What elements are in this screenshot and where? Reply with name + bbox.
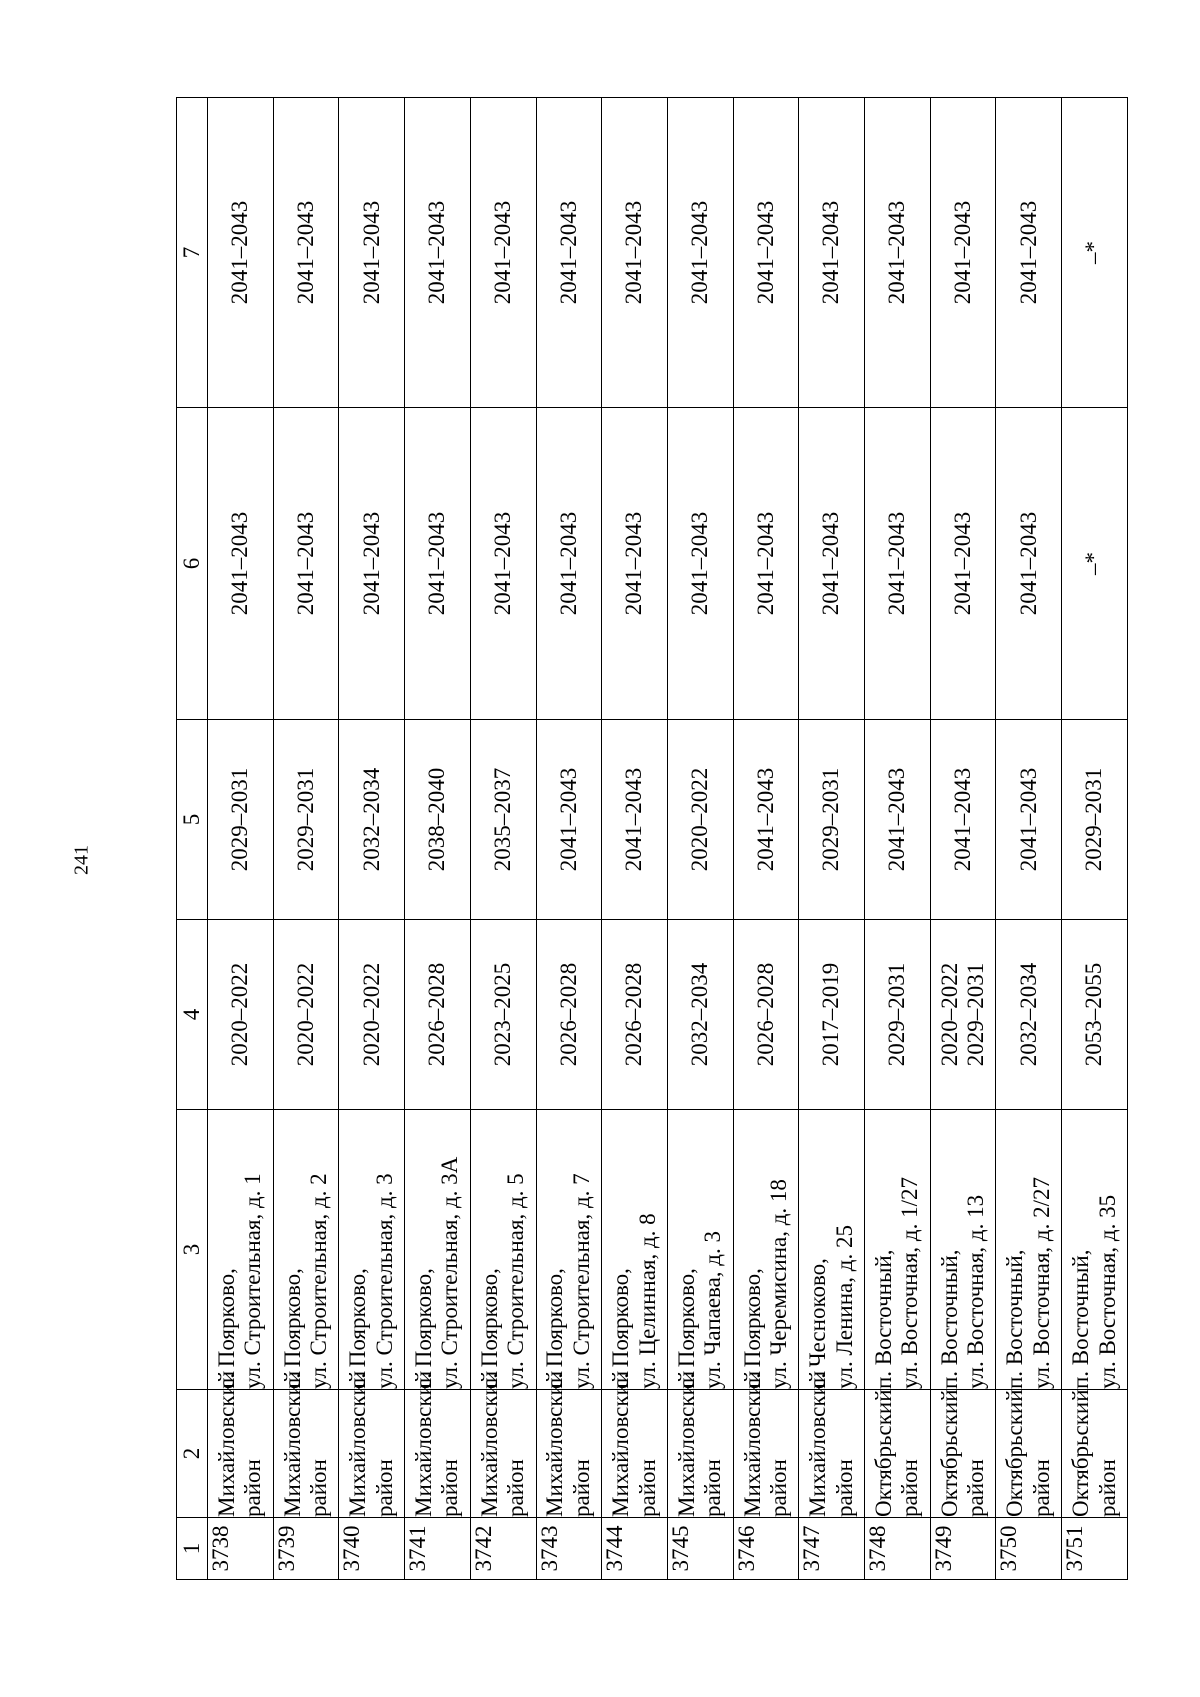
header-row bbox=[177, 98, 208, 1580]
district-cell bbox=[208, 1370, 274, 1518]
period-col4-cell-line: 2026–2028 bbox=[424, 962, 450, 1067]
district-cell bbox=[339, 1370, 405, 1518]
district-cell-line: Михайловский bbox=[345, 1370, 371, 1517]
period-col4-cell bbox=[930, 920, 996, 1110]
period-col6-cell: 2041–2043 bbox=[996, 408, 1062, 720]
district-cell bbox=[733, 1370, 799, 1518]
header-col-7: 7 bbox=[177, 98, 208, 408]
district-cell-line: район bbox=[700, 1459, 726, 1517]
period-col6-cell: 2041–2043 bbox=[405, 408, 471, 720]
address-cell-line: ул. Восточная, д. 2/27 bbox=[1028, 1177, 1054, 1389]
period-col7-cell: 2041–2043 bbox=[208, 98, 274, 408]
period-col4-cell-line: 2026–2028 bbox=[555, 962, 581, 1067]
period-col7-cell: 2041–2043 bbox=[667, 98, 733, 408]
period-col5-cell: 2041–2043 bbox=[602, 720, 668, 920]
table-row bbox=[733, 98, 799, 1580]
period-col4-cell bbox=[733, 920, 799, 1110]
period-col5-cell: 2038–2040 bbox=[405, 720, 471, 920]
address-cell-line: п. Восточный, bbox=[870, 1249, 896, 1389]
row-number-cell: 3738 bbox=[208, 1518, 274, 1580]
period-col5-cell: 2041–2043 bbox=[930, 720, 996, 920]
address-cell-line: с. Поярково, bbox=[476, 1268, 502, 1389]
table-row bbox=[799, 98, 865, 1580]
address-cell-line: ул. Строительная, д. 3А bbox=[437, 1156, 463, 1389]
period-col6-cell: 2041–2043 bbox=[208, 408, 274, 720]
district-cell-line: район bbox=[963, 1459, 989, 1517]
table-row bbox=[996, 98, 1062, 1580]
period-col4-cell-line: 2020–2022 bbox=[936, 962, 962, 1067]
row-number-cell: 3747 bbox=[799, 1518, 865, 1580]
row-number-cell: 3751 bbox=[1062, 1518, 1128, 1580]
address-cell bbox=[865, 1110, 931, 1390]
period-col7-cell: 2041–2043 bbox=[273, 98, 339, 408]
table-row bbox=[405, 98, 471, 1580]
district-cell-line: район bbox=[568, 1459, 594, 1517]
district-cell bbox=[799, 1370, 865, 1518]
address-cell-line: с. Поярково, bbox=[608, 1268, 634, 1389]
address-cell bbox=[405, 1110, 471, 1390]
period-col6-cell: 2041–2043 bbox=[865, 408, 931, 720]
district-cell bbox=[273, 1370, 339, 1518]
period-col4-cell bbox=[339, 920, 405, 1110]
address-cell-line: с. Поярково, bbox=[213, 1268, 239, 1389]
table-row bbox=[273, 98, 339, 1580]
district-cell bbox=[470, 1370, 536, 1518]
address-cell-line: ул. Строительная, д. 3 bbox=[371, 1173, 397, 1389]
period-col4-cell bbox=[470, 920, 536, 1110]
address-cell bbox=[733, 1110, 799, 1390]
district-cell-line: Октябрьский bbox=[1068, 1389, 1094, 1517]
period-col4-cell-line: 2053–2055 bbox=[1081, 962, 1107, 1067]
district-cell bbox=[405, 1370, 471, 1518]
period-col7-cell: 2041–2043 bbox=[339, 98, 405, 408]
district-cell bbox=[1062, 1390, 1128, 1518]
address-cell bbox=[208, 1110, 274, 1390]
period-col7-cell: 2041–2043 bbox=[536, 98, 602, 408]
district-cell bbox=[865, 1390, 931, 1518]
period-col4-cell-line: 2026–2028 bbox=[752, 962, 778, 1067]
period-col4-cell bbox=[1062, 920, 1128, 1110]
address-cell bbox=[996, 1110, 1062, 1390]
period-col6-cell: 2041–2043 bbox=[470, 408, 536, 720]
district-cell-line: район bbox=[1094, 1459, 1120, 1517]
row-number-cell: 3746 bbox=[733, 1518, 799, 1580]
period-col4-cell-line: 2032–2034 bbox=[1015, 962, 1041, 1067]
district-cell-line: район bbox=[1028, 1459, 1054, 1517]
period-col5-cell: 2029–2031 bbox=[208, 720, 274, 920]
row-number-cell: 3739 bbox=[273, 1518, 339, 1580]
district-cell bbox=[996, 1390, 1062, 1518]
district-cell-line: район bbox=[437, 1459, 463, 1517]
header-col-2: 2 bbox=[177, 1390, 208, 1518]
row-number-cell: 3741 bbox=[405, 1518, 471, 1580]
period-col6-cell: 2041–2043 bbox=[733, 408, 799, 720]
table-row bbox=[208, 98, 274, 1580]
period-col4-cell bbox=[996, 920, 1062, 1110]
address-cell-line: ул. Строительная, д. 5 bbox=[503, 1173, 529, 1389]
address-cell-line: п. Восточный, bbox=[1068, 1249, 1094, 1389]
address-cell-line: с. Поярково, bbox=[279, 1268, 305, 1389]
address-cell bbox=[799, 1110, 865, 1390]
address-cell-line: ул. Восточная, д. 13 bbox=[963, 1194, 989, 1389]
period-col7-cell: 2041–2043 bbox=[799, 98, 865, 408]
address-cell-line: ул. Строительная, д. 2 bbox=[306, 1173, 332, 1389]
district-cell-line: Михайловский bbox=[542, 1370, 568, 1517]
period-col6-cell: 2041–2043 bbox=[536, 408, 602, 720]
district-cell-line: Михайловский bbox=[411, 1370, 437, 1517]
period-col4-cell bbox=[405, 920, 471, 1110]
period-col7-cell: 2041–2043 bbox=[865, 98, 931, 408]
period-col6-cell: 2041–2043 bbox=[602, 408, 668, 720]
period-col4-cell bbox=[667, 920, 733, 1110]
period-col4-cell bbox=[602, 920, 668, 1110]
table-row bbox=[865, 98, 931, 1580]
district-cell-line: Михайловский bbox=[213, 1370, 239, 1517]
period-col4-cell-line: 2026–2028 bbox=[621, 962, 647, 1067]
district-cell-line: Михайловский bbox=[805, 1370, 831, 1517]
period-col4-cell-line: 2032–2034 bbox=[687, 962, 713, 1067]
address-cell bbox=[273, 1110, 339, 1390]
district-cell-line: Михайловский bbox=[739, 1370, 765, 1517]
period-col6-cell: –* bbox=[1062, 408, 1128, 720]
district-cell bbox=[930, 1390, 996, 1518]
district-cell bbox=[602, 1370, 668, 1518]
table-body bbox=[208, 98, 1128, 1580]
address-cell-line: с. Поярково, bbox=[345, 1268, 371, 1389]
district-cell-line: район bbox=[634, 1459, 660, 1517]
address-cell-line: ул. Строительная, д. 7 bbox=[568, 1173, 594, 1389]
address-cell-line: ул. Ленина, д. 25 bbox=[831, 1225, 857, 1389]
address-cell bbox=[667, 1110, 733, 1390]
row-number-cell: 3745 bbox=[667, 1518, 733, 1580]
period-col4-cell-line: 2029–2031 bbox=[884, 962, 910, 1067]
district-cell-line: Октябрьский bbox=[936, 1389, 962, 1517]
period-col4-cell bbox=[865, 920, 931, 1110]
address-cell-line: ул. Целинная, д. 8 bbox=[634, 1213, 660, 1389]
period-col5-cell: 2029–2031 bbox=[799, 720, 865, 920]
row-number-cell: 3743 bbox=[536, 1518, 602, 1580]
address-cell-line: п. Восточный, bbox=[936, 1249, 962, 1389]
page-number: 241 bbox=[70, 845, 93, 875]
row-number-cell: 3748 bbox=[865, 1518, 931, 1580]
address-cell-line: с. Чесноково, bbox=[805, 1258, 831, 1389]
address-cell-line: ул. Строительная, д. 1 bbox=[240, 1173, 266, 1389]
district-cell-line: район bbox=[240, 1459, 266, 1517]
period-col6-cell: 2041–2043 bbox=[667, 408, 733, 720]
period-col6-cell: 2041–2043 bbox=[799, 408, 865, 720]
period-col4-cell-line: 2017–2019 bbox=[818, 962, 844, 1067]
table-row bbox=[339, 98, 405, 1580]
address-cell-line: с. Поярково, bbox=[673, 1268, 699, 1389]
district-cell-line: район bbox=[831, 1459, 857, 1517]
period-col6-cell: 2041–2043 bbox=[339, 408, 405, 720]
header-col-1: 1 bbox=[177, 1518, 208, 1580]
period-col5-cell: 2041–2043 bbox=[865, 720, 931, 920]
address-cell bbox=[339, 1110, 405, 1390]
district-cell-line: Михайловский bbox=[476, 1370, 502, 1517]
period-col5-cell: 2041–2043 bbox=[996, 720, 1062, 920]
row-number-cell: 3744 bbox=[602, 1518, 668, 1580]
address-cell bbox=[536, 1110, 602, 1390]
period-col4-cell-line: 2020–2022 bbox=[358, 962, 384, 1067]
period-col4-cell bbox=[208, 920, 274, 1110]
schedule-table bbox=[176, 97, 1128, 1580]
district-cell-line: Михайловский bbox=[608, 1370, 634, 1517]
period-col5-cell: 2020–2022 bbox=[667, 720, 733, 920]
period-col4-cell bbox=[536, 920, 602, 1110]
period-col6-cell: 2041–2043 bbox=[930, 408, 996, 720]
table-row bbox=[667, 98, 733, 1580]
table-row bbox=[470, 98, 536, 1580]
row-number-cell: 3742 bbox=[470, 1518, 536, 1580]
period-col4-cell bbox=[799, 920, 865, 1110]
address-cell bbox=[470, 1110, 536, 1390]
period-col7-cell: –* bbox=[1062, 98, 1128, 408]
period-col6-cell: 2041–2043 bbox=[273, 408, 339, 720]
district-cell-line: район bbox=[765, 1459, 791, 1517]
header-col-3: 3 bbox=[177, 1110, 208, 1390]
address-cell-line: ул. Восточная, д. 1/27 bbox=[897, 1177, 923, 1389]
header-col-6: 6 bbox=[177, 408, 208, 720]
period-col7-cell: 2041–2043 bbox=[996, 98, 1062, 408]
row-number-cell: 3740 bbox=[339, 1518, 405, 1580]
address-cell bbox=[1062, 1110, 1128, 1390]
address-cell-line: п. Восточный, bbox=[1002, 1249, 1028, 1389]
period-col5-cell: 2032–2034 bbox=[339, 720, 405, 920]
address-cell-line: с. Поярково, bbox=[542, 1268, 568, 1389]
district-cell-line: район bbox=[503, 1459, 529, 1517]
period-col5-cell: 2035–2037 bbox=[470, 720, 536, 920]
period-col7-cell: 2041–2043 bbox=[405, 98, 471, 408]
period-col4-cell bbox=[273, 920, 339, 1110]
address-cell-line: с. Поярково, bbox=[411, 1268, 437, 1389]
district-cell bbox=[667, 1370, 733, 1518]
rotated-table-container bbox=[176, 98, 1128, 1580]
header-col-5: 5 bbox=[177, 720, 208, 920]
period-col4-cell-line: 2023–2025 bbox=[489, 962, 515, 1067]
header-col-4: 4 bbox=[177, 920, 208, 1110]
district-cell bbox=[536, 1370, 602, 1518]
period-col4-cell-line: 2020–2022 bbox=[292, 962, 318, 1067]
period-col7-cell: 2041–2043 bbox=[733, 98, 799, 408]
period-col4-cell-line: 2020–2022 bbox=[227, 962, 253, 1067]
period-col5-cell: 2041–2043 bbox=[733, 720, 799, 920]
period-col5-cell: 2041–2043 bbox=[536, 720, 602, 920]
district-cell-line: район bbox=[371, 1459, 397, 1517]
period-col5-cell: 2029–2031 bbox=[1062, 720, 1128, 920]
address-cell-line: ул. Черемисина, д. 18 bbox=[765, 1179, 791, 1389]
period-col7-cell: 2041–2043 bbox=[470, 98, 536, 408]
address-cell-line: ул. Чапаева, д. 3 bbox=[700, 1230, 726, 1389]
table-row bbox=[1062, 98, 1128, 1580]
table-row bbox=[930, 98, 996, 1580]
address-cell bbox=[602, 1110, 668, 1390]
period-col4-cell-line: 2029–2031 bbox=[963, 962, 989, 1067]
table-row bbox=[536, 98, 602, 1580]
district-cell-line: район bbox=[897, 1459, 923, 1517]
address-cell bbox=[930, 1110, 996, 1390]
row-number-cell: 3749 bbox=[930, 1518, 996, 1580]
address-cell-line: с. Поярково, bbox=[739, 1268, 765, 1389]
row-number-cell: 3750 bbox=[996, 1518, 1062, 1580]
period-col7-cell: 2041–2043 bbox=[602, 98, 668, 408]
district-cell-line: район bbox=[306, 1459, 332, 1517]
district-cell-line: Октябрьский bbox=[870, 1389, 896, 1517]
table-row bbox=[602, 98, 668, 1580]
district-cell-line: Октябрьский bbox=[1002, 1389, 1028, 1517]
period-col5-cell: 2029–2031 bbox=[273, 720, 339, 920]
period-col7-cell: 2041–2043 bbox=[930, 98, 996, 408]
district-cell-line: Михайловский bbox=[279, 1370, 305, 1517]
district-cell-line: Михайловский bbox=[673, 1370, 699, 1517]
address-cell-line: ул. Восточная, д. 35 bbox=[1094, 1194, 1120, 1389]
